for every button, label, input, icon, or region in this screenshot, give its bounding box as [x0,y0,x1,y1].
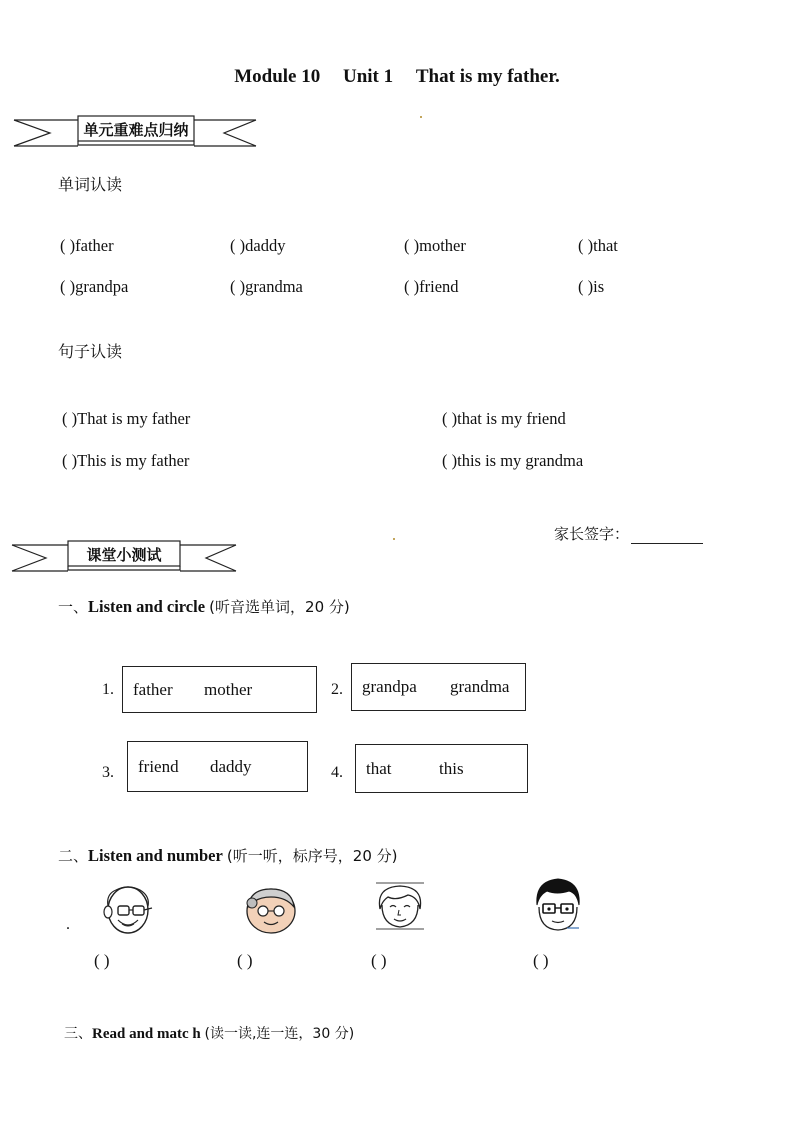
word-choice-box [355,744,528,793]
signature-field[interactable] [631,529,703,544]
choice-word[interactable]: grandma [450,677,510,696]
answer-blank[interactable]: ( ) [62,409,78,428]
part2-prefix: 二、 [58,847,89,865]
number-blank[interactable]: ( ) [94,951,110,970]
sentence-text: This is my father [77,451,190,470]
answer-blank[interactable]: ( ) [442,451,458,470]
part2-heading [58,845,397,866]
list-marker: . [66,916,70,933]
answer-blank[interactable]: ( ) [230,236,246,255]
sentence-text: That is my father [77,409,191,428]
part1-prefix: 一、 [58,598,89,616]
vocab-item [404,236,466,256]
question-number: 2. [331,681,343,698]
number-blank[interactable]: ( ) [237,951,253,970]
parent-signature [554,523,703,544]
word-choice-box [351,663,526,711]
vocab-word: daddy [245,236,286,255]
part3-prefix: 三、 [64,1026,92,1042]
vocab-word: that [593,236,618,255]
sentence-text: this is my grandma [457,451,584,470]
sentence-item [442,451,583,471]
answer-blank[interactable]: ( ) [442,409,458,428]
sentence-item [62,451,189,471]
answer-blank[interactable]: ( ) [60,277,76,296]
sentence-item [62,409,190,429]
vocab-item [60,277,128,297]
part1-note: (听音选单词，20 分) [209,598,350,616]
grandma-picture-icon [240,885,302,935]
part3-note: (读一读,连一连，30 分) [204,1026,355,1042]
question-number: 1. [102,681,114,698]
vocab-word: grandpa [75,277,129,296]
sentence-text: that is my friend [457,409,566,428]
vocab-word: friend [419,277,459,296]
banner-label: 单元重难点归纳 [83,121,189,139]
answer-blank[interactable]: ( ) [60,236,76,255]
answer-blank[interactable]: ( ) [404,236,420,255]
father-picture-icon [533,877,583,933]
number-blank[interactable]: ( ) [371,951,387,970]
choice-word[interactable]: friend [138,756,179,776]
answer-blank[interactable]: ( ) [404,277,420,296]
vocab-item [60,236,114,256]
stray-dot [393,538,395,540]
title-module: Module 10 [234,66,321,87]
vocab-item [578,277,604,297]
number-blank[interactable]: ( ) [533,951,549,970]
section-banner-key-points [12,112,258,150]
vocab-word: mother [419,236,466,255]
grandpa-picture-icon [98,884,158,936]
title-unit: Unit 1 [342,66,394,87]
word-choice-box [122,666,317,713]
vocab-word: grandma [245,277,303,296]
choice-word[interactable]: that [366,758,392,778]
vocab-word: father [75,236,114,255]
vocab-item [404,277,459,297]
answer-blank[interactable]: ( ) [578,277,594,296]
choice-word[interactable]: mother [204,679,253,699]
question-number: 4. [331,764,343,781]
vocab-heading: 单词认读 [58,175,123,194]
part3-title: Read and matc h [92,1026,201,1042]
choice-word[interactable]: father [133,679,173,699]
banner-label: 课堂小测试 [86,546,162,564]
signature-label: 家长签字： [554,525,630,543]
word-choice-box [127,741,308,792]
answer-blank[interactable]: ( ) [578,236,594,255]
part2-note: (听一听，标序号，20 分) [226,847,398,865]
mother-picture-icon [374,881,426,931]
choice-word[interactable]: this [439,758,464,778]
choice-word[interactable]: grandpa [362,677,417,696]
vocab-item [230,277,303,297]
question-number: 3. [102,764,114,781]
part1-title: Listen and circle [88,597,206,616]
page-title [0,66,794,88]
section-banner-quiz [10,537,238,575]
vocab-word: is [593,277,605,296]
choice-word[interactable]: daddy [210,756,252,776]
part2-title: Listen and number [88,846,223,865]
vocab-item [230,236,285,256]
answer-blank[interactable]: ( ) [230,277,246,296]
part1-heading [58,596,350,617]
sentences-heading: 句子认读 [58,342,123,361]
answer-blank[interactable]: ( ) [62,451,78,470]
vocab-item [578,236,618,256]
title-lesson: That is my father. [415,66,560,87]
sentence-item [442,409,566,429]
part3-heading [64,1023,354,1043]
stray-dot [420,116,422,118]
